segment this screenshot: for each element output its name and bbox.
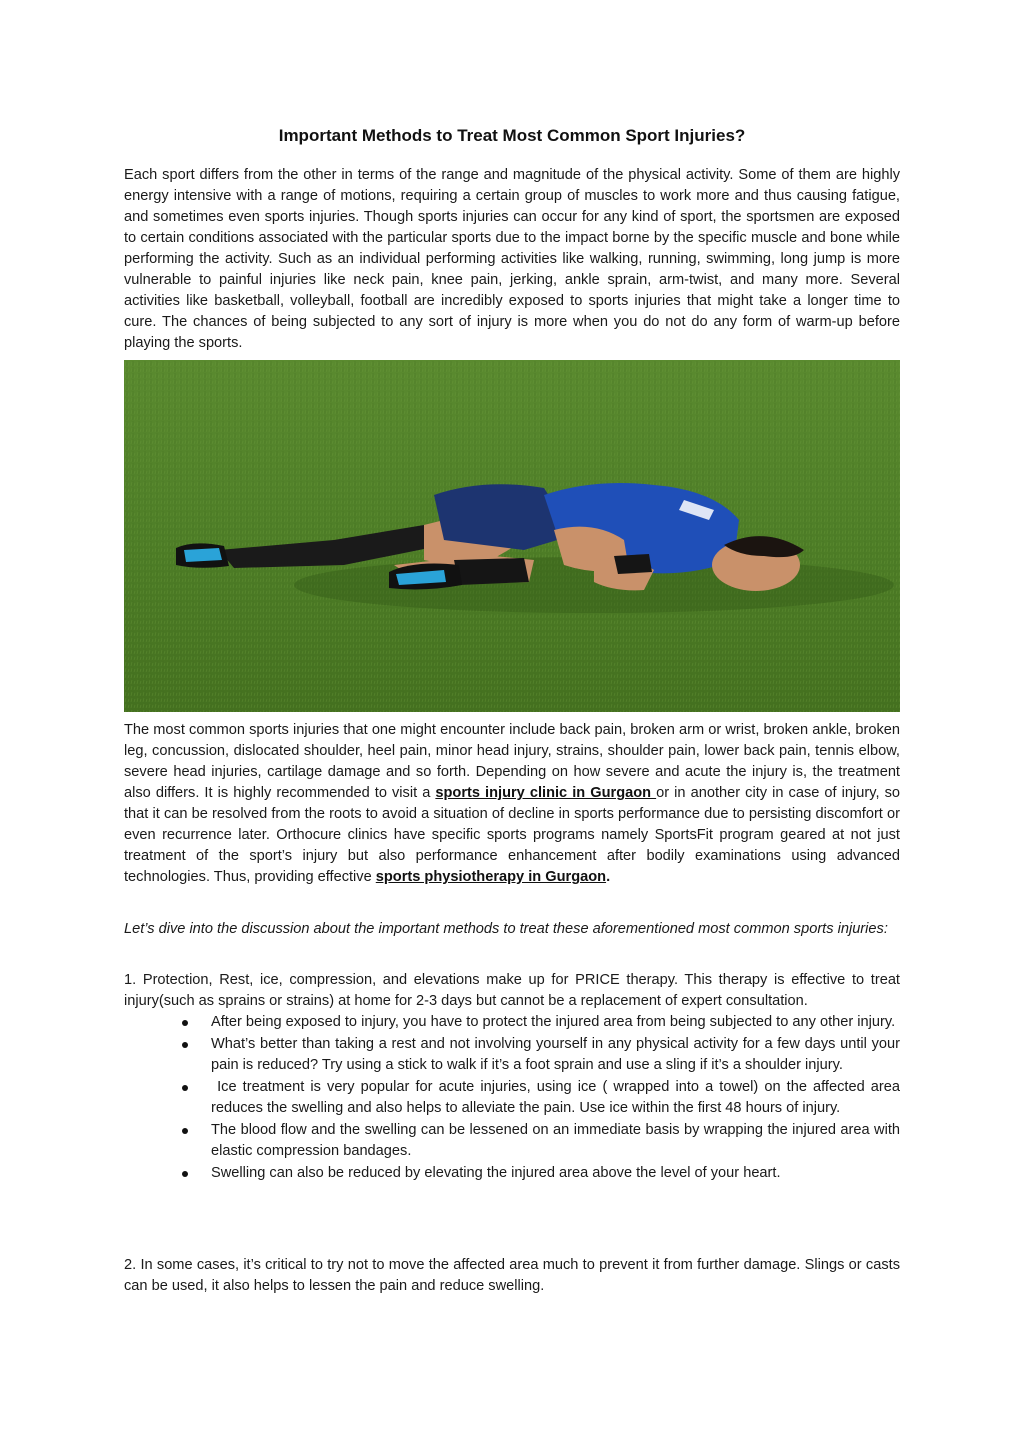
price-therapy-paragraph: 1. Protection, Rest, ice, compression, and elevations make up for PRICE therapy. This therapy is effective to treat injury(such as sprains or strains) at home for 2-3 days but cannot be a replacement of expert consultation. [124, 972, 900, 1009]
injuries-text-start: The most common sports injuries that one might encounter include back pain, broken arm or wrist, broken ankle, broken leg, concussion, dislocated shoulder, heel pain, minor head injury, strains, shoulder pain, lower back pain, tennis elbow, severe head injuries, cartilage damage and so forth. Depending on how severe and acute the injury is, the treatment also differs. It is highly recommended to visit a [124, 722, 900, 801]
list-item-text: Swelling can also be reduced by elevating the injured area above the level of your heart. [211, 1165, 781, 1181]
injuries-text-end: . [606, 869, 611, 885]
list-item-text: Ice treatment is very popular for acute injuries, using ice ( wrapped into a towel) on the affected area reduces the swelling and also helps to alleviate the pain. Use ice within the first 48 hours of injury. [211, 1079, 905, 1116]
list-item [124, 1163, 900, 1184]
bullet-icon [182, 1128, 188, 1134]
price-bullet-list [124, 1012, 905, 1185]
immobilize-paragraph: 2. In some cases, it’s critical to try not to move the affected area much to prevent it from further damage. Slings or casts can be used, it also helps to lessen the pain and reduce swelling. [124, 1257, 900, 1294]
injuries-text-middle: or in another city in case of injury, so that it can be resolved from the roots to avoid a situation of decline in sports performance due to persisting discomfort or even recurrence later. Orthocure clinics have specific sports programs namely SportsFit program geared at not just treatment of the sport’s injury but also performance enhancement after bodily examinations using advanced technologies. Thus, providing effective [124, 785, 900, 885]
list-item-text: What’s better than taking a rest and not involving yourself in any physical activity for a few days until your pain is reduced? Try using a stick to walk if it’s a foot sprain and use a sling if it’s a shoulder injury. [211, 1036, 900, 1073]
list-item [124, 1012, 900, 1033]
page-title: Important Methods to Treat Most Common Sport Injuries? [278, 126, 746, 145]
intro-paragraph: Each sport differs from the other in terms of the range and magnitude of the physical activity. Some of them are highly energy intensive with a range of motions, requiring a certain group of muscles to work more and thus causing fatigue, and sometimes even sports injuries. Though sports injuries can occur for any kind of sport, the sportsmen are exposed to certain conditions associated with the particular sports due to the impact borne by the specific muscle and bone while performing the activity. Such as an individual performing activities like walking, running, swimming, long jump is more vulnerable to painful injuries like neck pain, knee pain, jerking, ankle sprain, arm-twist, and many more. Several activities like basketball, volleyball, football are incredibly exposed to sports injuries that might take a longer time to cure. The chances of being subjected to any sort of injury is more when you do not do any form of warm-up before playing the sports. [124, 167, 900, 351]
list-item [124, 1120, 900, 1162]
injuries-paragraph [124, 720, 900, 888]
list-item-text: After being exposed to injury, you have to protect the injured area from being subjected to any other injury. [211, 1014, 896, 1030]
sports-injury-clinic-link[interactable]: sports injury clinic in Gurgaon [435, 785, 657, 801]
bullet-icon [182, 1171, 188, 1177]
list-item [124, 1034, 900, 1076]
list-item [124, 1077, 905, 1119]
bullet-icon [182, 1042, 188, 1048]
bullet-icon [182, 1085, 188, 1091]
sports-physiotherapy-link[interactable]: sports physiotherapy in Gurgaon [375, 869, 607, 885]
bullet-icon [182, 1020, 188, 1026]
list-item-text: The blood flow and the swelling can be lessened on an immediate basis by wrapping the injured area with elastic compression bandages. [211, 1122, 900, 1159]
discussion-intro: Let’s dive into the discussion about the important methods to treat these aforementioned most common sports injuries: [124, 921, 888, 937]
injured-player-photo [124, 360, 900, 712]
